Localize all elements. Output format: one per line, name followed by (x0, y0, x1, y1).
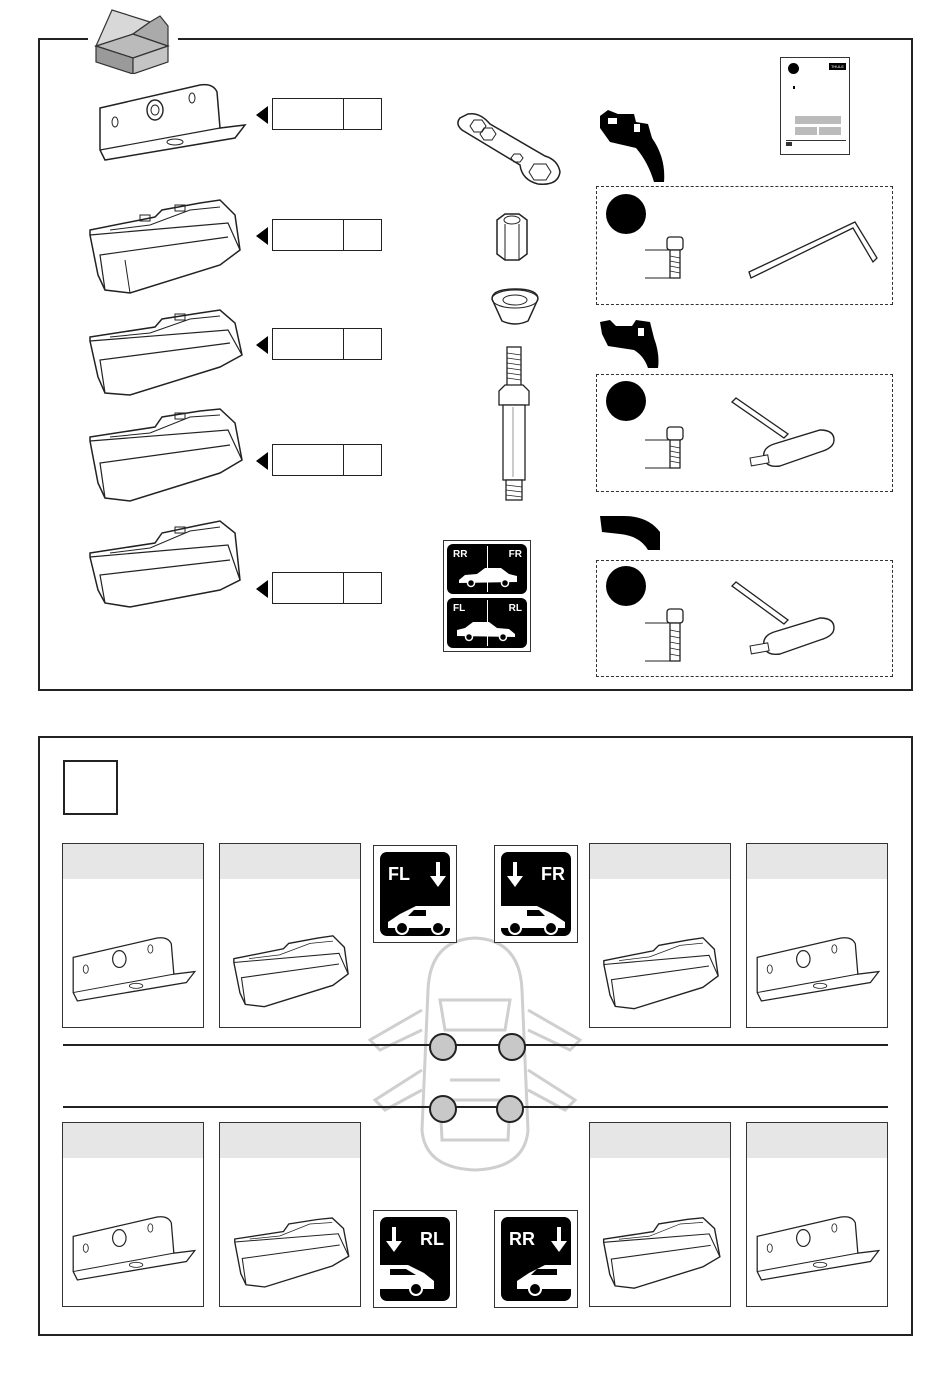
part-card-foot-rr (589, 1122, 731, 1307)
sticker-code-rr: RR (453, 549, 468, 560)
pointer-arrow (256, 227, 268, 245)
adapter-piece-1-icon (596, 108, 671, 184)
part-card-foot-fl (219, 843, 361, 1028)
part-card-foot-rl (219, 1122, 361, 1307)
part-number-box (272, 219, 382, 251)
car-side-icon (457, 566, 519, 588)
down-arrow-icon (386, 1227, 402, 1253)
sticker-label-rr: RR (509, 1229, 535, 1249)
t-handle-key-icon (720, 580, 840, 665)
part-card-bracket-rl (62, 1122, 204, 1307)
sticker-rear-right (494, 1210, 578, 1308)
foot-pad-icon (226, 932, 356, 1012)
kit-box-icon (88, 4, 178, 74)
car-top-view-icon (360, 930, 590, 1180)
sticker-code-fl: FL (453, 603, 466, 614)
kit-marker-dot (606, 566, 646, 606)
foot-pad-icon (80, 195, 250, 300)
down-arrow-icon (551, 1227, 567, 1253)
position-marker-fl (429, 1033, 457, 1061)
pointer-arrow (256, 106, 268, 124)
car-side-icon (455, 620, 517, 642)
part-card-bracket-fl (62, 843, 204, 1028)
part-card-bracket-fr (746, 843, 888, 1028)
adapter-piece-2-icon (598, 318, 663, 370)
car-side-icon (501, 900, 567, 936)
foot-pad-icon (80, 305, 250, 400)
part-number-box (272, 572, 382, 604)
bracket-plate-icon (69, 1211, 199, 1286)
kit-marker-dot (606, 194, 646, 234)
kit-marker-dot (606, 381, 646, 421)
sticker-rear-left (373, 1210, 457, 1308)
part-number-box (272, 98, 382, 130)
part-number-box (272, 444, 382, 476)
brand-logo: THULE (830, 64, 845, 69)
sticker-front-left (373, 845, 457, 943)
sticker-label-fl: FL (388, 864, 410, 884)
foot-pad-icon (596, 934, 726, 1014)
part-number-box (272, 328, 382, 360)
sticker-front-right (494, 845, 578, 943)
bracket-plate-icon (753, 932, 883, 1007)
part-card-bracket-rr (746, 1122, 888, 1307)
pointer-arrow (256, 580, 268, 598)
washer-icon (488, 285, 543, 330)
position-marker-rr (496, 1095, 524, 1123)
hex-key-icon (745, 218, 885, 283)
car-side-icon (386, 900, 450, 936)
nut-icon (492, 212, 532, 262)
car-side-icon (380, 1257, 446, 1297)
rear-axis-line (63, 1106, 888, 1108)
cap-screw-icon (645, 234, 690, 282)
sticker-label-fr: FR (541, 864, 565, 884)
down-arrow-icon (507, 862, 523, 888)
cap-screw-icon (645, 424, 690, 472)
position-marker-fr (498, 1033, 526, 1061)
adapter-piece-3-icon (598, 512, 663, 552)
foot-pad-icon (80, 405, 250, 505)
sticker-label-rl: RL (420, 1229, 444, 1249)
wrench-icon (450, 110, 565, 190)
front-axis-line (63, 1044, 888, 1046)
part-card-foot-fr (589, 843, 731, 1028)
foot-pad-icon (226, 1215, 356, 1290)
car-side-icon (507, 1257, 571, 1297)
pointer-arrow (256, 452, 268, 470)
t-handle-key-icon (720, 396, 840, 476)
sticker-code-rl: RL (508, 603, 522, 614)
step-number-box (63, 760, 118, 815)
position-sticker-sheet (443, 540, 531, 652)
stud-bolt-icon (493, 345, 538, 505)
bracket-plate-icon (753, 1211, 883, 1286)
cap-screw-icon (645, 606, 690, 664)
instruction-manual (780, 57, 850, 155)
position-marker-rl (429, 1095, 457, 1123)
bracket-plate-icon (69, 932, 199, 1007)
foot-pad-icon (80, 515, 250, 610)
foot-pad-icon (596, 1213, 726, 1293)
pointer-arrow (256, 336, 268, 354)
bracket-plate-icon (95, 80, 250, 165)
sticker-code-fr: FR (508, 549, 522, 560)
down-arrow-icon (430, 862, 446, 888)
